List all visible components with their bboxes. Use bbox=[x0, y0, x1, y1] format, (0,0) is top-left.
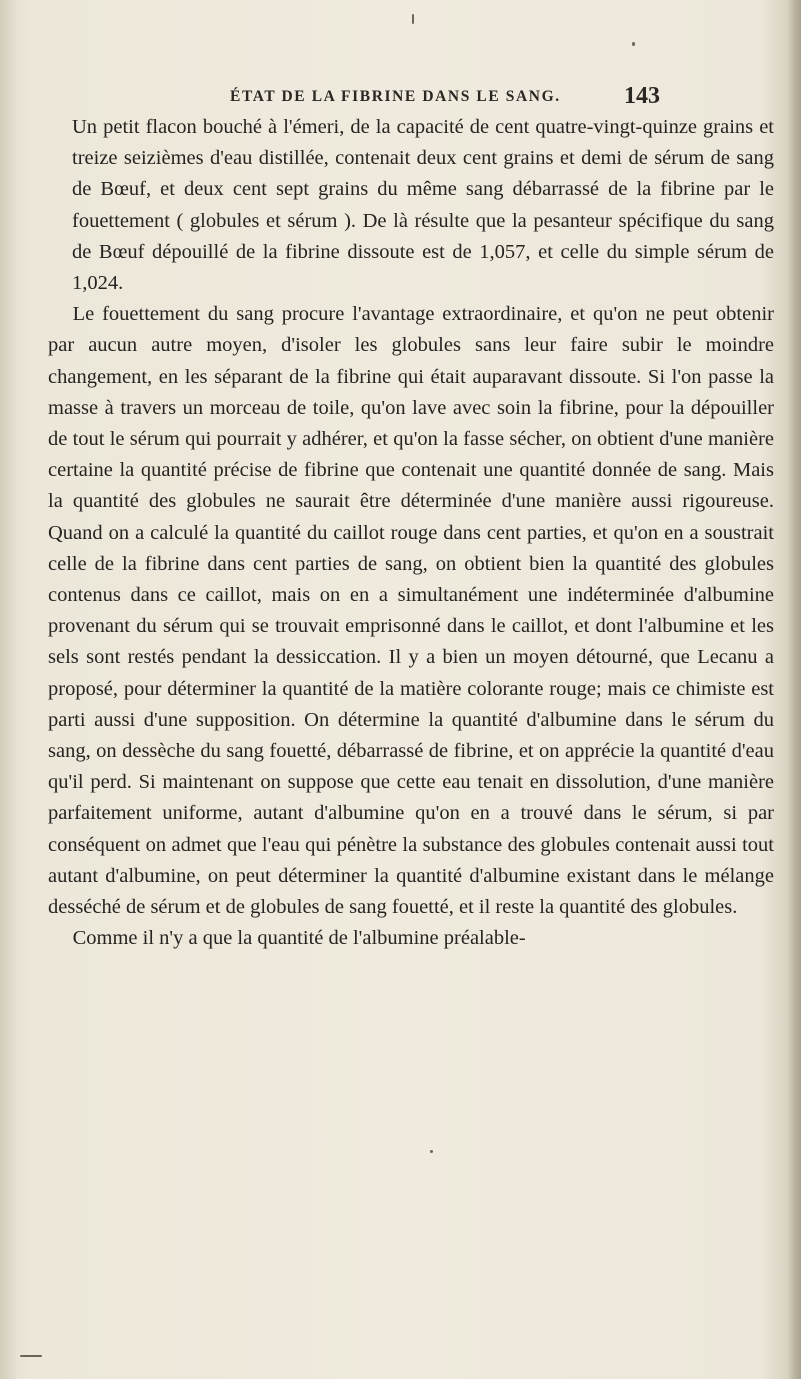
body-text bbox=[48, 112, 774, 954]
page-header bbox=[230, 83, 660, 110]
running-title: ÉTAT DE LA FIBRINE DANS LE SANG. bbox=[230, 88, 561, 105]
paragraph-2: Le fouettement du sang procure l'avantage extraordinaire, et qu'on ne peut obtenir par aucun autre moyen, d'isoler les globules sans leur faire subir le moindre changement, en les séparant de la fibrine qui était auparavant dissoute. Si l'on passe la masse à travers un morceau de toile, qu'on lave avec soin la fibrine, pour la dépouiller de tout le sérum qui pourrait y adhérer, et qu'on la fasse sécher, on obtient d'une manière certaine la quantité précise de fibrine que contenait une quantité donnée de sang. Mais la quantité des globules ne saurait être déterminée d'une manière aussi rigoureuse. Quand on a calculé la quantité du caillot rouge dans cent parties, et qu'on en a soustrait celle de la fibrine dans cent parties de sang, on obtient bien la quantité des globules contenus dans ce caillot, mais on en a simultanément une indéterminée d'albumine provenant du sérum qui se trouvait emprisonné dans le caillot, et dont l'albumine et les sels sont restés pendant la dessiccation. Il y a bien un moyen détourné, que Lecanu a proposé, pour déterminer la quantité de la matière colorante rouge; mais ce chimiste est parti aussi d'une supposition. On détermine la quantité d'albumine dans le sérum du sang, on dessèche du sang fouetté, débarrassé de fibrine, et on apprécie la quantité d'eau qu'il perd. Si maintenant on suppose que cette eau tenait en dissolution, d'une manière parfaitement uniforme, autant d'albumine qu'on en a trouvé dans le sérum, si par conséquent on admet que l'eau qui pénètre la substance des globules contenait aussi tout autant d'albumine, on peut déterminer la quantité d'albumine existant dans le mélange desséché de sérum et de globules de sang fouetté, et il reste la quantité des globules. bbox=[48, 303, 774, 919]
paragraph-3: Comme il n'y a que la quantité de l'albumine préalable- bbox=[72, 927, 526, 950]
page-number: 143 bbox=[624, 83, 660, 109]
ink-speck bbox=[632, 42, 635, 46]
paragraph-1: Un petit flacon bouché à l'émeri, de la capacité de cent quatre-vingt-quinze grains et treize seizièmes d'eau distillée, contenait deux cent grains et demi de sérum de sang de Bœuf, et deux cent sept grains du même sang débarrassé de la fibrine par le fouettement ( globules et sérum ). De là résulte que la pesanteur spécifique du sang de Bœuf dépouillé de la fibrine dissoute est de 1,057, et celle du simple sérum de 1,024. bbox=[72, 116, 774, 295]
page-edge-shadow bbox=[787, 0, 801, 1379]
ink-speck bbox=[20, 1355, 42, 1357]
page-binding-shadow bbox=[0, 0, 16, 1379]
ink-speck bbox=[430, 1150, 433, 1153]
ink-speck bbox=[412, 14, 414, 24]
